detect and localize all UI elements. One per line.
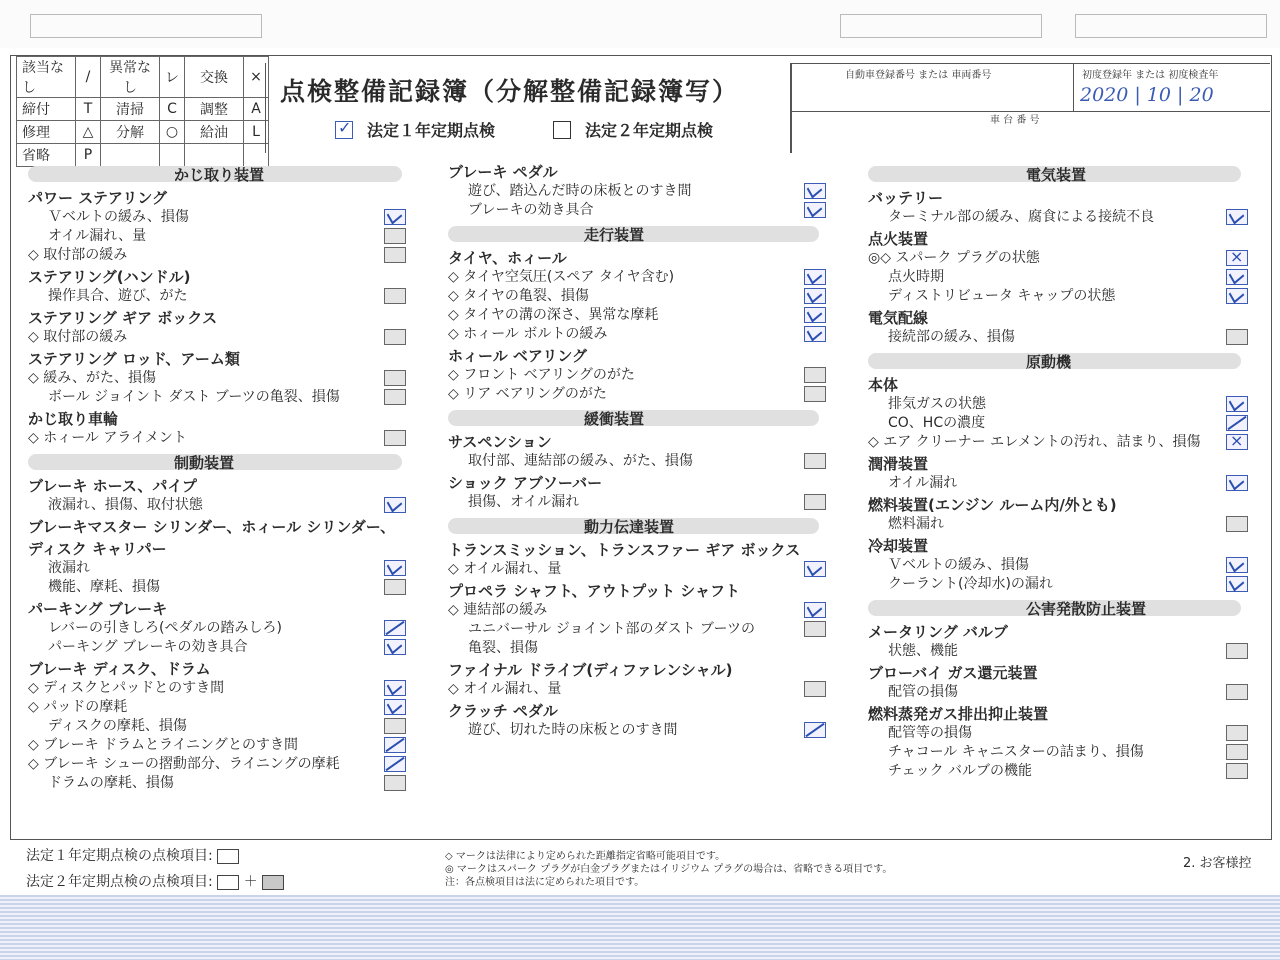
checkbox-annual-2[interactable]	[553, 121, 571, 139]
unchecked-box[interactable]	[1226, 329, 1248, 345]
group-heading: 電気配線	[868, 309, 929, 327]
group-heading: ショック アブソーバー	[448, 474, 603, 492]
check-item-label: ◇ タイヤの亀裂、損傷	[448, 288, 589, 304]
group-heading: ブレーキ ディスク、ドラム	[28, 660, 211, 678]
check-item	[28, 227, 416, 246]
checked-box[interactable]	[384, 699, 406, 715]
checked-box[interactable]	[1226, 250, 1248, 266]
checked-box[interactable]	[1226, 475, 1248, 491]
white-box-icon	[217, 875, 239, 890]
check-item-label: 燃料漏れ	[888, 516, 944, 532]
legend-cell: ○	[160, 121, 185, 144]
check-item-label: ◇ オイル漏れ、量	[448, 561, 562, 577]
check-item	[28, 388, 416, 407]
check-item	[28, 369, 416, 388]
unchecked-box[interactable]	[384, 247, 406, 263]
check-item	[448, 620, 833, 639]
check-item-label: ◇ ブレーキ シューの摺動部分、ライニングの摩耗	[28, 756, 340, 772]
check-item	[28, 429, 416, 448]
first-reg-value: 2020 | 10 | 20	[1080, 84, 1214, 106]
group-heading: ステアリング ロッド、アーム類	[28, 350, 240, 368]
check-item-label: 状態、機能	[888, 643, 958, 659]
section-header	[28, 452, 416, 472]
group-heading: トランスミッション、トランスファー ギア ボックス	[448, 541, 801, 559]
legend-cell: 清掃	[101, 98, 160, 121]
unchecked-box[interactable]	[384, 228, 406, 244]
check-item-label: レバーの引きしろ(ペダルの踏みしろ)	[48, 620, 282, 636]
group-heading: 潤滑装置	[868, 455, 929, 473]
unchecked-box[interactable]	[804, 386, 826, 402]
check-item	[448, 287, 833, 306]
group-heading: ブレーキ ホース、パイプ	[28, 477, 197, 495]
check-item	[448, 639, 833, 658]
check-item-label: 遊び、切れた時の床板とのすき間	[468, 722, 678, 738]
check-item	[868, 575, 1255, 594]
checkbox-annual-1[interactable]: ✓	[335, 121, 353, 139]
first-reg-header: 初度登録年 または 初度検査年	[1082, 70, 1219, 81]
ghost-print	[1075, 14, 1267, 38]
section-title: 動力伝達装置	[584, 518, 675, 536]
check-item	[448, 366, 833, 385]
group-heading: ブレーキマスター シリンダー、ホィール シリンダー、	[28, 518, 396, 536]
check-item	[28, 496, 416, 515]
check-item-label: 操作具合、遊び、がた	[48, 288, 188, 304]
group-heading: バッテリー	[868, 189, 944, 207]
check-item	[448, 680, 833, 699]
unchecked-box[interactable]	[804, 453, 826, 469]
legend-cell: △	[76, 121, 101, 144]
checked-box[interactable]	[804, 602, 826, 618]
check-item-label: ◇ 緩み、がた、損傷	[28, 370, 157, 386]
check-item-label: ◎◇ スパーク プラグの状態	[868, 250, 1040, 266]
option-label: 法定１年定期点検	[367, 121, 496, 140]
unchecked-box[interactable]	[384, 430, 406, 446]
check-item	[868, 743, 1255, 762]
section-title: 走行装置	[584, 226, 645, 244]
group-heading: ホィール ベアリング	[448, 347, 588, 365]
section-title: かじ取り装置	[174, 166, 265, 184]
legend-cell: 分解	[101, 121, 160, 144]
check-item-label: パーキング ブレーキの効き具合	[48, 639, 248, 655]
legend-cell: L	[244, 121, 269, 144]
unchecked-box[interactable]	[1226, 725, 1248, 741]
page-title: 点検整備記録簿（分解整備記録簿写）	[280, 77, 740, 106]
legend-table	[16, 56, 269, 167]
check-item-label: Ｖベルトの緩み、損傷	[888, 557, 1029, 573]
unchecked-box[interactable]	[384, 579, 406, 595]
check-item	[448, 493, 833, 512]
check-item-label: ◇ タイヤの溝の深さ、異常な摩耗	[448, 307, 659, 323]
checked-box[interactable]	[1226, 396, 1248, 412]
unchecked-box[interactable]	[384, 775, 406, 791]
group-heading: 燃料蒸発ガス排出抑止装置	[868, 705, 1049, 723]
legend-cell: 交換	[185, 57, 244, 98]
top-strip	[0, 0, 1280, 48]
check-item	[448, 560, 833, 579]
group-heading: ディスク キャリパー	[28, 540, 167, 558]
section-header	[28, 164, 416, 184]
checked-box[interactable]	[804, 561, 826, 577]
group-heading: タイヤ、ホィール	[448, 249, 567, 267]
check-item	[868, 683, 1255, 702]
legend-row	[17, 57, 269, 98]
legend-cell: /	[76, 57, 101, 98]
section-header	[868, 164, 1255, 184]
reg-number-header: 自動車登録番号 または 車両番号	[845, 70, 992, 81]
check-item-label: ドラムの摩耗、損傷	[48, 775, 174, 791]
unchecked-box[interactable]	[1226, 744, 1248, 760]
checked-box[interactable]	[384, 737, 406, 753]
check-item	[868, 762, 1255, 781]
group-heading: サスペンション	[448, 433, 552, 451]
check-item	[28, 698, 416, 717]
check-item	[28, 638, 416, 657]
unchecked-box[interactable]	[804, 621, 826, 637]
legend-cell: ×	[244, 57, 269, 98]
section-header	[448, 408, 833, 428]
check-item	[868, 642, 1255, 661]
check-item	[448, 325, 833, 344]
check-item-label: ディスクの摩耗、損傷	[48, 718, 187, 734]
check-item-label: 損傷、オイル漏れ	[468, 494, 580, 510]
unchecked-box[interactable]	[1226, 763, 1248, 779]
check-item	[28, 755, 416, 774]
check-item	[28, 736, 416, 755]
check-item-label: 取付部、連結部の緩み、がた、損傷	[468, 453, 693, 469]
column-left	[28, 160, 416, 793]
legend-row	[17, 121, 269, 144]
footer-line-2: 法定２年定期点検の点検項目:	[26, 874, 213, 890]
legend-cell: レ	[160, 57, 185, 98]
check-item	[448, 601, 833, 620]
check-item	[868, 724, 1255, 743]
section-title: 制動装置	[174, 454, 235, 472]
section-title: 緩衝装置	[584, 410, 645, 428]
check-item	[448, 201, 833, 220]
check-item	[28, 559, 416, 578]
check-item	[868, 287, 1255, 306]
group-heading: 燃料装置(エンジン ルーム内/外とも)	[868, 496, 1117, 514]
check-item-label: チェック バルブの機能	[888, 763, 1033, 779]
check-item-label: ◇ パッドの摩耗	[28, 699, 128, 715]
group-heading: クラッチ ペダル	[448, 702, 558, 720]
group-heading: 本体	[868, 376, 899, 394]
plus-sign: ＋	[243, 874, 258, 890]
legend-cell: 異常なし	[101, 57, 160, 98]
check-item-label: ディストリビュータ キャップの状態	[888, 288, 1116, 304]
legend-cell: 省略	[17, 144, 76, 167]
check-item	[448, 385, 833, 404]
check-item	[28, 208, 416, 227]
unchecked-box[interactable]	[804, 681, 826, 697]
check-item	[868, 208, 1255, 227]
check-item	[28, 717, 416, 736]
check-item	[448, 452, 833, 471]
check-item-label: ◇ オイル漏れ、量	[448, 681, 562, 697]
unchecked-box[interactable]	[384, 288, 406, 304]
column-right	[868, 160, 1255, 781]
option-annual-1[interactable]	[335, 118, 495, 141]
check-item	[448, 182, 833, 201]
check-item	[868, 556, 1255, 575]
group-heading: ブローバイ ガス還元装置	[868, 664, 1038, 682]
ghost-print	[30, 14, 262, 38]
check-item-label: ターミナル部の緩み、腐食による接続不良	[888, 209, 1155, 225]
check-item	[868, 474, 1255, 493]
option-label: 法定２年定期点検	[585, 121, 714, 140]
check-item-label: ◇ フロント ベアリングのがた	[448, 367, 635, 383]
white-box-icon	[217, 849, 239, 864]
checked-box[interactable]	[384, 680, 406, 696]
checked-box[interactable]	[1226, 209, 1248, 225]
check-item-label: CO、HCの濃度	[888, 415, 986, 431]
check-item-label: 遊び、踏込んだ時の床板とのすき間	[468, 183, 692, 199]
footer-line-1: 法定１年定期点検の点検項目:	[26, 848, 213, 864]
group-heading: 点火装置	[868, 230, 929, 248]
unchecked-box[interactable]	[1226, 684, 1248, 700]
check-item	[28, 287, 416, 306]
section-header	[448, 516, 833, 536]
check-item	[448, 306, 833, 325]
checked-box[interactable]	[804, 183, 826, 199]
legend-cell: 締付	[17, 98, 76, 121]
checked-box[interactable]	[804, 288, 826, 304]
check-item-label: 液漏れ	[48, 560, 90, 576]
check-item-label: 排気ガスの状態	[888, 396, 986, 412]
unchecked-box[interactable]	[1226, 643, 1248, 659]
legend-cell: P	[76, 144, 101, 167]
check-item	[28, 619, 416, 638]
checked-box[interactable]	[384, 497, 406, 513]
check-item-label: ◇ タイヤ空気圧(スペア タイヤ含む)	[448, 269, 675, 285]
option-annual-2[interactable]	[553, 118, 713, 141]
check-item-label: 液漏れ、損傷、取付状態	[48, 497, 203, 513]
check-item-label: 点火時期	[888, 269, 944, 285]
check-item	[868, 414, 1255, 433]
checked-box[interactable]	[804, 722, 826, 738]
group-heading: ステアリング ギア ボックス	[28, 309, 218, 327]
legend-cell: T	[76, 98, 101, 121]
check-item-label: クーラント(冷却水)の漏れ	[888, 576, 1053, 592]
footnote: 注：各点検項目は法に定められた項目です。	[445, 877, 645, 888]
footnote: ◇ マークは法律により定められた距離指定省略可能項目です。	[445, 851, 726, 862]
unchecked-box[interactable]	[804, 367, 826, 383]
unchecked-box[interactable]	[384, 370, 406, 386]
checked-box[interactable]	[1226, 288, 1248, 304]
group-heading: かじ取り車輪	[28, 410, 119, 428]
check-item	[868, 433, 1255, 452]
check-item	[448, 721, 833, 740]
check-item-label: 機能、摩耗、損傷	[48, 579, 160, 595]
check-item-label: ◇ 取付部の緩み	[28, 247, 128, 263]
ghost-print	[840, 14, 1042, 38]
checked-box[interactable]	[384, 560, 406, 576]
group-heading: 冷却装置	[868, 537, 929, 555]
footnote: ◎ マークはスパーク プラグが白金プラグまたはイリジウム プラグの場合は、省略できる項目です。	[445, 864, 893, 875]
check-item-label: 配管等の損傷	[888, 725, 972, 741]
check-item-label: ボール ジョイント ダスト ブーツの亀裂、損傷	[48, 389, 340, 405]
check-item-label: ◇ 連結部の緩み	[448, 602, 548, 618]
check-item	[448, 268, 833, 287]
checked-box[interactable]	[804, 326, 826, 342]
footer-legend	[26, 845, 284, 891]
checked-box[interactable]	[804, 307, 826, 323]
check-item-label: 亀裂、損傷	[468, 640, 538, 656]
legend-cell: 修理	[17, 121, 76, 144]
gray-box-icon	[262, 875, 284, 890]
group-heading: メータリング バルブ	[868, 623, 1008, 641]
unchecked-box[interactable]	[384, 718, 406, 734]
group-heading: ステアリング(ハンドル)	[28, 268, 191, 286]
chassis-number-header: 車 台 番 号	[990, 115, 1040, 126]
unchecked-box[interactable]	[384, 389, 406, 405]
check-item	[868, 515, 1255, 534]
check-item	[28, 774, 416, 793]
group-heading: パーキング ブレーキ	[28, 600, 168, 618]
check-item	[868, 249, 1255, 268]
check-item	[868, 395, 1255, 414]
copy-label: 2. お客様控	[1183, 856, 1252, 871]
check-item-label: ◇ ブレーキ ドラムとライニングとのすき間	[28, 737, 298, 753]
section-header	[868, 351, 1255, 371]
check-item-label: ◇ リア ベアリングのがた	[448, 386, 607, 402]
check-item	[868, 268, 1255, 287]
checked-box[interactable]	[1226, 576, 1248, 592]
check-item-label: オイル漏れ	[888, 475, 958, 491]
legend-cell: C	[160, 98, 185, 121]
section-title: 電気装置	[1026, 166, 1087, 184]
section-title: 公害発散防止装置	[1026, 600, 1147, 618]
check-item-label: ◇ ホィール アライメント	[28, 430, 187, 446]
legend-cell: A	[244, 98, 269, 121]
footnotes	[445, 850, 892, 889]
checked-box[interactable]	[384, 756, 406, 772]
unchecked-box[interactable]	[1226, 516, 1248, 532]
check-item-label: Ｖベルトの緩み、損傷	[48, 209, 189, 225]
checked-box[interactable]	[384, 639, 406, 655]
checked-box[interactable]	[804, 269, 826, 285]
check-item-label: ◇ エア クリーナー エレメントの汚れ、詰まり、損傷	[868, 434, 1201, 450]
check-item-label: チャコール キャニスターの詰まり、損傷	[888, 744, 1144, 760]
checked-box[interactable]	[1226, 415, 1248, 431]
legend-cell: 給油	[185, 121, 244, 144]
group-heading: ブレーキ ペダル	[448, 163, 558, 181]
legend-row	[17, 98, 269, 121]
checked-box[interactable]	[1226, 269, 1248, 285]
check-item	[28, 679, 416, 698]
checked-box[interactable]	[804, 202, 826, 218]
group-heading: パワー ステアリング	[28, 189, 168, 207]
group-heading: ファイナル ドライブ(ディファレンシャル)	[448, 661, 733, 679]
check-item-label: ユニバーサル ジョイント部のダスト ブーツの	[468, 621, 755, 637]
legend-cell: 該当なし	[17, 57, 76, 98]
group-heading: プロペラ シャフト、アウトプット シャフト	[448, 582, 740, 600]
check-item-label: ◇ ホィール ボルトの緩み	[448, 326, 608, 342]
check-item	[28, 578, 416, 597]
section-title: 原動機	[1026, 353, 1072, 371]
checked-box[interactable]	[384, 209, 406, 225]
check-item-label: オイル漏れ、量	[48, 228, 147, 244]
unchecked-box[interactable]	[804, 494, 826, 510]
check-item-label: ブレーキの効き具合	[468, 202, 594, 218]
check-item	[28, 328, 416, 347]
column-middle	[448, 160, 833, 740]
check-item-label: ◇ ディスクとパッドとのすき間	[28, 680, 225, 696]
check-item-label: 接続部の緩み、損傷	[888, 329, 1015, 345]
checked-box[interactable]	[1226, 434, 1248, 450]
checked-box[interactable]	[1226, 557, 1248, 573]
checked-box[interactable]	[384, 620, 406, 636]
check-item-label: ◇ 取付部の緩み	[28, 329, 128, 345]
section-header	[868, 598, 1255, 618]
check-item	[28, 246, 416, 265]
check-item-label: 配管の損傷	[888, 684, 958, 700]
legend-cell: 調整	[185, 98, 244, 121]
unchecked-box[interactable]	[384, 329, 406, 345]
page-fold-edge	[0, 895, 1280, 960]
check-item	[868, 328, 1255, 347]
section-header	[448, 224, 833, 244]
